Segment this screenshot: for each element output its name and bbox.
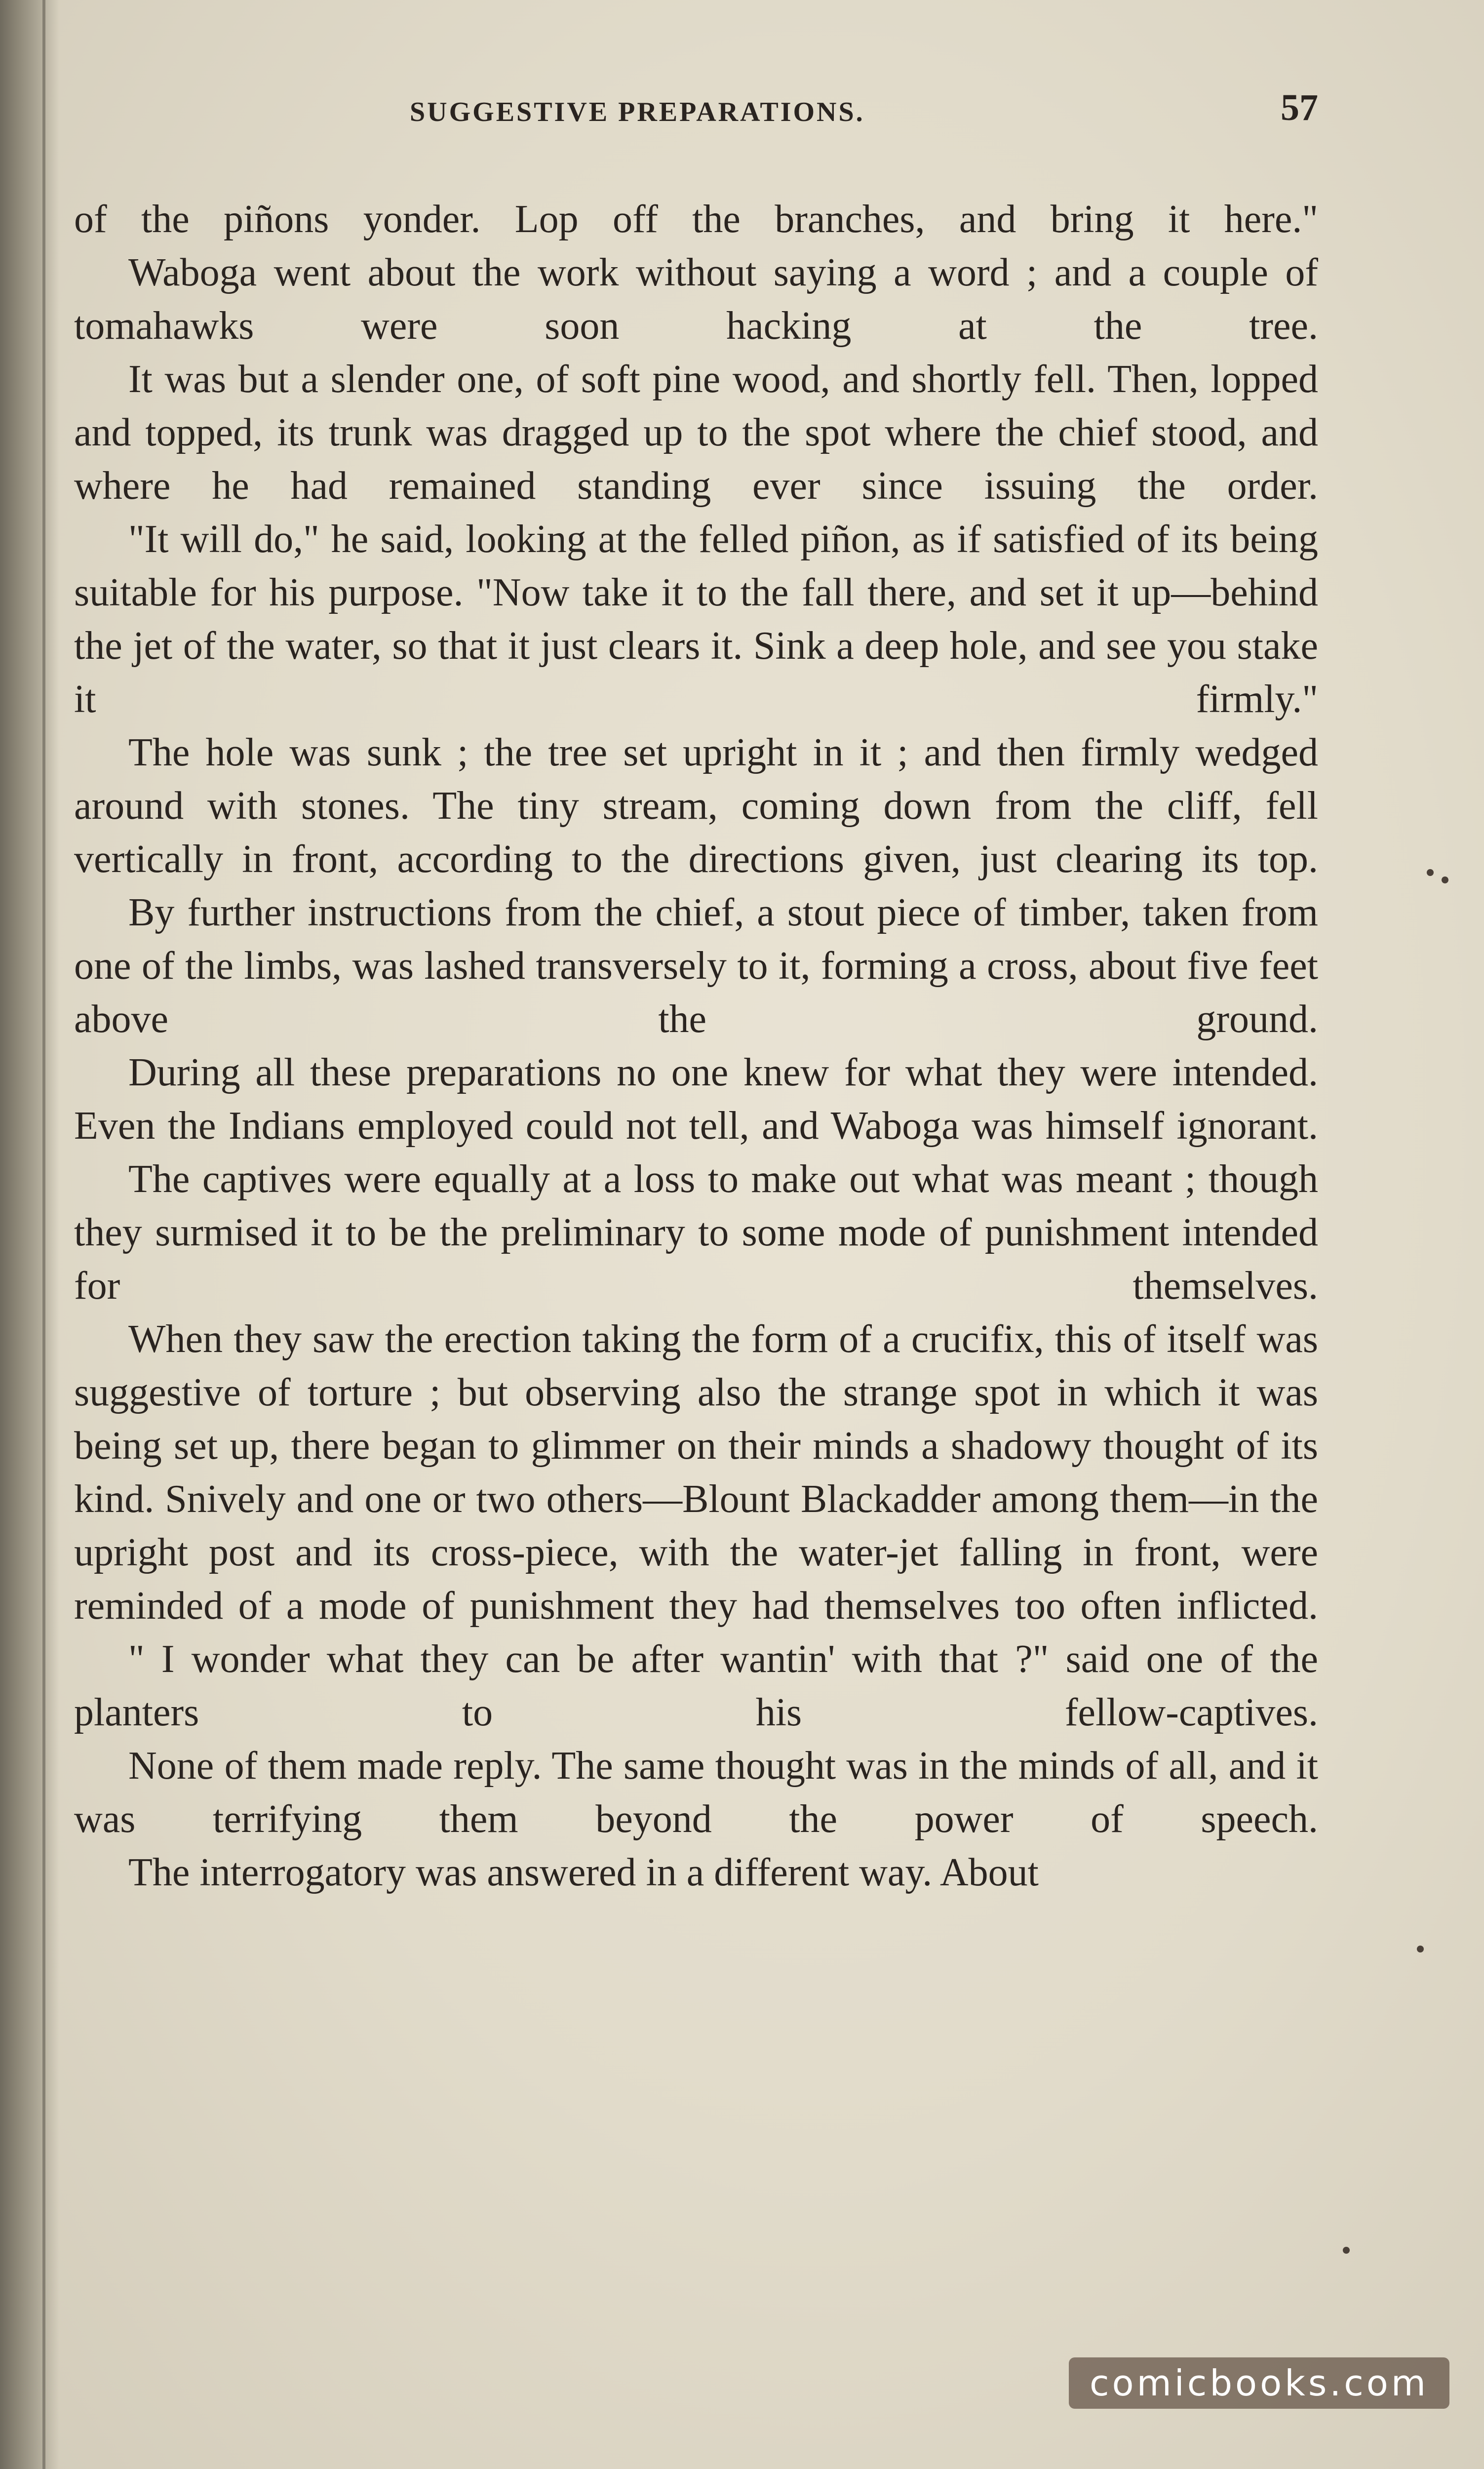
paragraph: " I wonder what they can be after wantin' with that ?" said one of the planters to his fellow-captives. (74, 1637, 1318, 1734)
running-head: SUGGESTIVE PREPARATIONS. (410, 97, 865, 127)
binding-fold (42, 0, 45, 2469)
page-number: 57 (1281, 87, 1318, 128)
page-gutter-shadow (0, 0, 59, 2469)
paragraph: "It will do," he said, looking at the felled piñon, as if satisfied of its being suitable for his purpose. "Now take it to the fall there, and set it up—behind the jet of the water, so that it just clears it. Sink a deep hole, and see you stake it firmly." (74, 518, 1318, 721)
paragraph: of the piñons yonder. Lop off the branches, and bring it here." (74, 198, 1318, 241)
ink-speck (1343, 2247, 1350, 2254)
paragraph: None of them made reply. The same thought was in the minds of all, and it was terrifying them beyond the power of speech. (74, 1744, 1318, 1841)
paragraph: The captives were equally at a loss to make out what was meant ; though they surmised it to be the preliminary to some mode of punishment intended for themselves. (74, 1157, 1318, 1308)
body-text (74, 193, 1318, 1899)
watermark-logo: comicbooks.com (1069, 2357, 1449, 2409)
ink-speck (1442, 876, 1448, 883)
paragraph: It was but a slender one, of soft pine wood, and shortly fell. Then, lopped and topped, its trunk was dragged up to the spot where the chief stood, and where he had remained standing ever since issuing the order. (74, 358, 1318, 508)
page-header (410, 86, 1348, 141)
paragraph: The interrogatory was answered in a different way. About (128, 1851, 1039, 1894)
paragraph: When they saw the erection taking the form of a crucifix, this of itself was suggestive of torture ; but observing also the strange spot in which it was being set up, there began to glimmer on their minds a shadowy thought of its kind. Snively and one or two others—Blount Blackadder among them—in the upright post and its cross-piece, with the water-jet falling in front, were reminded of a mode of punishment they had themselves too often inflicted. (74, 1317, 1318, 1628)
paragraph: During all these preparations no one knew for what they were intended. Even the Indians employed could not tell, and Waboga was himself ignorant. (74, 1051, 1318, 1148)
paragraph: Waboga went about the work without saying a word ; and a couple of tomahawks were soon hacking at the tree. (74, 251, 1318, 348)
ink-speck (1417, 1946, 1424, 1952)
paragraph: The hole was sunk ; the tree set upright in it ; and then firmly wedged around with stones. The tiny stream, coming down from the cliff, fell vertically in front, according to the directions given, just clearing its top. (74, 731, 1318, 881)
ink-speck (1427, 869, 1434, 876)
paragraph: By further instructions from the chief, a stout piece of timber, taken from one of the limbs, was lashed transversely to it, forming a cross, about five feet above the ground. (74, 891, 1318, 1041)
